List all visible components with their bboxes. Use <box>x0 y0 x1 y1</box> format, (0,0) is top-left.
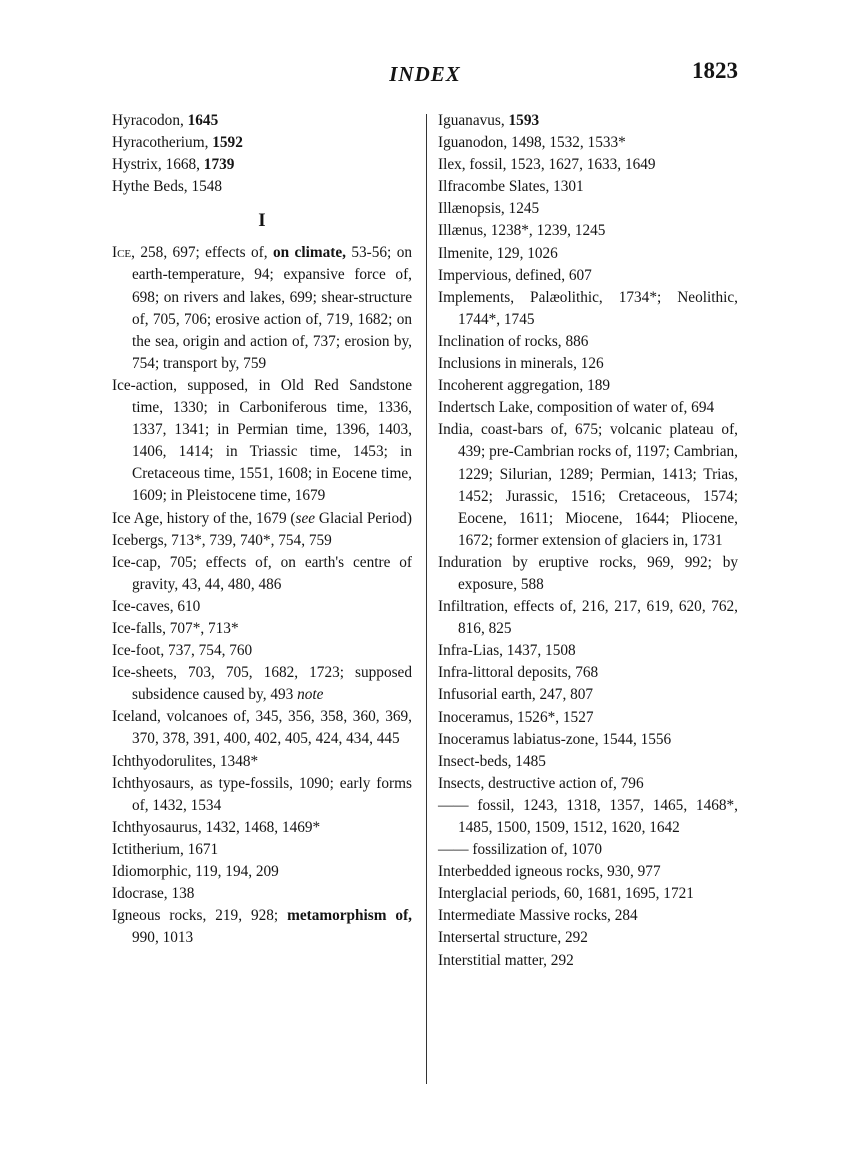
entry-text: Iguanavus, <box>438 112 509 129</box>
entry-text: Ilmenite, 129, 1026 <box>438 244 558 262</box>
entry-text: Infra-littoral deposits, 768 <box>438 664 599 682</box>
index-entry <box>438 773 738 795</box>
entry-text: Inclusions in minerals, 126 <box>438 355 604 373</box>
entry-text: Infusorial earth, 247, 807 <box>438 686 594 704</box>
index-entry <box>438 751 738 773</box>
entry-text: Induration by eruptive rocks, 969, 992; by exposure, 588 <box>438 553 738 593</box>
entry-text: Impervious, defined, 607 <box>438 266 592 284</box>
index-entry <box>438 927 738 949</box>
entry-text: Inoceramus labiatus-zone, 1544, 1556 <box>438 730 672 748</box>
index-entry <box>112 154 412 176</box>
entry-text: Idiomorphic, 119, 194, 209 <box>112 863 279 880</box>
entry-text: Inoceramus, 1526*, 1527 <box>438 708 594 726</box>
index-entry <box>438 243 738 265</box>
index-entry <box>112 110 412 132</box>
column-divider <box>426 114 427 1084</box>
index-entry <box>438 176 738 198</box>
entry-text: Ice-sheets, 703, 705, 1682, 1723; supposed subsidence caused by, 493 <box>112 664 412 704</box>
index-entry <box>112 176 412 198</box>
entry-text: Ichthyosaurs, as type-fossils, 1090; early forms of, 1432, 1534 <box>112 774 412 814</box>
entry-text: Interstitial matter, 292 <box>438 951 574 969</box>
entry-bold-text: metamorphism of, <box>287 907 412 925</box>
entry-bold-text: 1739 <box>203 156 235 174</box>
entry-italic-text: note <box>297 686 324 704</box>
index-entry <box>438 331 738 353</box>
index-entry <box>438 861 738 883</box>
entry-headword: Ice <box>112 244 132 262</box>
index-entry <box>438 419 738 552</box>
index-entry <box>112 861 412 883</box>
index-entry <box>438 110 738 132</box>
entry-text: Intersertal structure, 292 <box>438 929 588 947</box>
entry-text: Insects, destructive action of, 796 <box>438 774 644 792</box>
index-entry <box>438 839 738 861</box>
entry-text: Ice-caves, 610 <box>112 597 201 615</box>
entry-text: —— fossil, 1243, 1318, 1357, 1465, 1468*, 1485, 1500, 1509, 1512, 1620, 1642 <box>438 796 738 836</box>
index-entry <box>112 242 412 375</box>
index-entry <box>112 530 412 552</box>
index-entry <box>112 132 412 154</box>
index-entry <box>438 287 738 331</box>
index-entry <box>112 905 412 949</box>
index-entry <box>438 375 738 397</box>
index-entry <box>438 552 738 596</box>
index-entry <box>438 154 738 176</box>
entry-text: Hyracotherium, <box>112 134 213 152</box>
running-title: INDEX <box>389 62 461 86</box>
entry-text: Illænus, 1238*, 1239, 1245 <box>438 222 606 240</box>
page-number: 1823 <box>692 58 738 83</box>
index-entry <box>112 596 412 618</box>
entry-text: Indertsch Lake, composition of water of, 694 <box>438 399 715 417</box>
entry-text: India, coast-bars of, 675; volcanic plateau of, 439; pre-Cambrian rocks of, 1197; Cambrian, 1229; Silurian, 1289; Permian, 1413; Trias, 1452; Jurassic, 1516; Cretaceous, 1574; Eocene, 1611; Miocene, 1644; Pliocene, 1672; former extension of glaciers in, 1731 <box>438 421 738 549</box>
index-entry <box>112 839 412 861</box>
index-entry <box>438 220 738 242</box>
entry-text: Insect-beds, 1485 <box>438 752 546 770</box>
entry-text: Ice-foot, 737, 754, 760 <box>112 642 253 660</box>
entry-text: Idocrase, 138 <box>112 885 195 903</box>
index-entry <box>112 640 412 662</box>
entry-text: Ichthyodorulites, 1348* <box>112 752 259 770</box>
entry-text: Ice-action, supposed, in Old Red Sandstone time, 1330; in Carboniferous time, 1336, 1337, 1341; in Permian time, 1396, 1403, 1406, 1414; in Triassic time, 1453; in Cretaceous time, 1551, 1608; in Eocene time, 1609; in Pleistocene time, 1679 <box>112 376 412 505</box>
entry-bold-text: 1645 <box>187 112 219 129</box>
entry-text: Inclination of rocks, 886 <box>438 332 589 350</box>
index-entry <box>438 132 738 154</box>
entry-text: Hyracodon, <box>112 112 188 129</box>
index-entry <box>112 773 412 817</box>
index-entry <box>112 375 412 508</box>
index-entry <box>112 706 412 750</box>
entry-text: Glacial Period) <box>315 509 412 527</box>
entry-text: Hythe Beds, 1548 <box>112 178 223 196</box>
entry-text: Ice-cap, 705; effects of, on earth's centre of gravity, 43, 44, 480, 486 <box>112 553 412 593</box>
index-column-right <box>438 110 738 972</box>
entry-text: Illænopsis, 1245 <box>438 200 540 218</box>
index-entry <box>112 552 412 596</box>
index-entry <box>112 662 412 706</box>
index-entry <box>438 729 738 751</box>
index-entry <box>112 508 412 530</box>
entry-text: —— fossilization of, 1070 <box>438 841 603 859</box>
entry-text: Interglacial periods, 60, 1681, 1695, 1721 <box>438 885 694 903</box>
index-entry <box>112 817 412 839</box>
entry-text: Infra-Lias, 1437, 1508 <box>438 642 576 660</box>
entry-bold-text: 1592 <box>212 134 243 152</box>
entry-text: Implements, Palæolithic, 1734*; Neolithic, 1744*, 1745 <box>438 288 738 328</box>
index-column-left <box>112 110 412 949</box>
entry-text: Ice-falls, 707*, 713* <box>112 619 239 637</box>
entry-text: Iceland, volcanoes of, 345, 356, 358, 360, 369, 370, 378, 391, 400, 402, 405, 424, 434, 445 <box>112 708 412 748</box>
entry-text: Igneous rocks, 219, 928; <box>112 907 288 925</box>
entry-text: Ictitherium, 1671 <box>112 840 219 858</box>
entry-text: Incoherent aggregation, 189 <box>438 377 611 395</box>
entry-text: 990, 1013 <box>132 929 194 947</box>
index-entry <box>438 905 738 927</box>
index-entry <box>438 198 738 220</box>
entry-text: 53-56; on earth-temperature, 94; expansive force of, 698; on rivers and lakes, 699; shear-structure of, 705, 706; erosive action of, 719, 1682; on the sea, origin and action of, 737; erosion by, 754; transport by, 759 <box>132 244 412 372</box>
index-entry <box>438 596 738 640</box>
entry-italic-text: see <box>295 509 316 527</box>
entry-bold-text: on climate, <box>273 244 346 262</box>
index-entry <box>438 397 738 419</box>
page-header <box>0 58 850 98</box>
index-entry <box>438 684 738 706</box>
entry-text: Interbedded igneous rocks, 930, 977 <box>438 863 661 881</box>
index-entry <box>438 640 738 662</box>
entry-text: Ice Age, history of the, 1679 ( <box>112 509 296 527</box>
entry-text: Ilex, fossil, 1523, 1627, 1633, 1649 <box>438 156 656 174</box>
index-entry <box>438 265 738 287</box>
section-letter: I <box>258 210 266 232</box>
index-entry <box>112 883 412 905</box>
index-entry <box>438 353 738 375</box>
index-entry <box>112 751 412 773</box>
entry-text: Ilfracombe Slates, 1301 <box>438 178 584 196</box>
index-entry <box>112 618 412 640</box>
index-entry <box>438 795 738 839</box>
entry-text: Intermediate Massive rocks, 284 <box>438 907 638 925</box>
entry-text: Infiltration, effects of, 216, 217, 619, 620, 762, 816, 825 <box>438 598 738 638</box>
entry-bold-text: 1593 <box>508 112 540 129</box>
entry-text: Icebergs, 713*, 739, 740*, 754, 759 <box>112 531 332 549</box>
entry-text: Iguanodon, 1498, 1532, 1533* <box>438 134 626 152</box>
entry-text: Hystrix, 1668, <box>112 156 204 174</box>
index-entry <box>438 707 738 729</box>
entry-text: , 258, 697; effects of, <box>131 244 273 262</box>
index-entry <box>438 662 738 684</box>
index-entry <box>438 950 738 972</box>
entry-text: Ichthyosaurus, 1432, 1468, 1469* <box>112 818 321 836</box>
index-entry <box>438 883 738 905</box>
